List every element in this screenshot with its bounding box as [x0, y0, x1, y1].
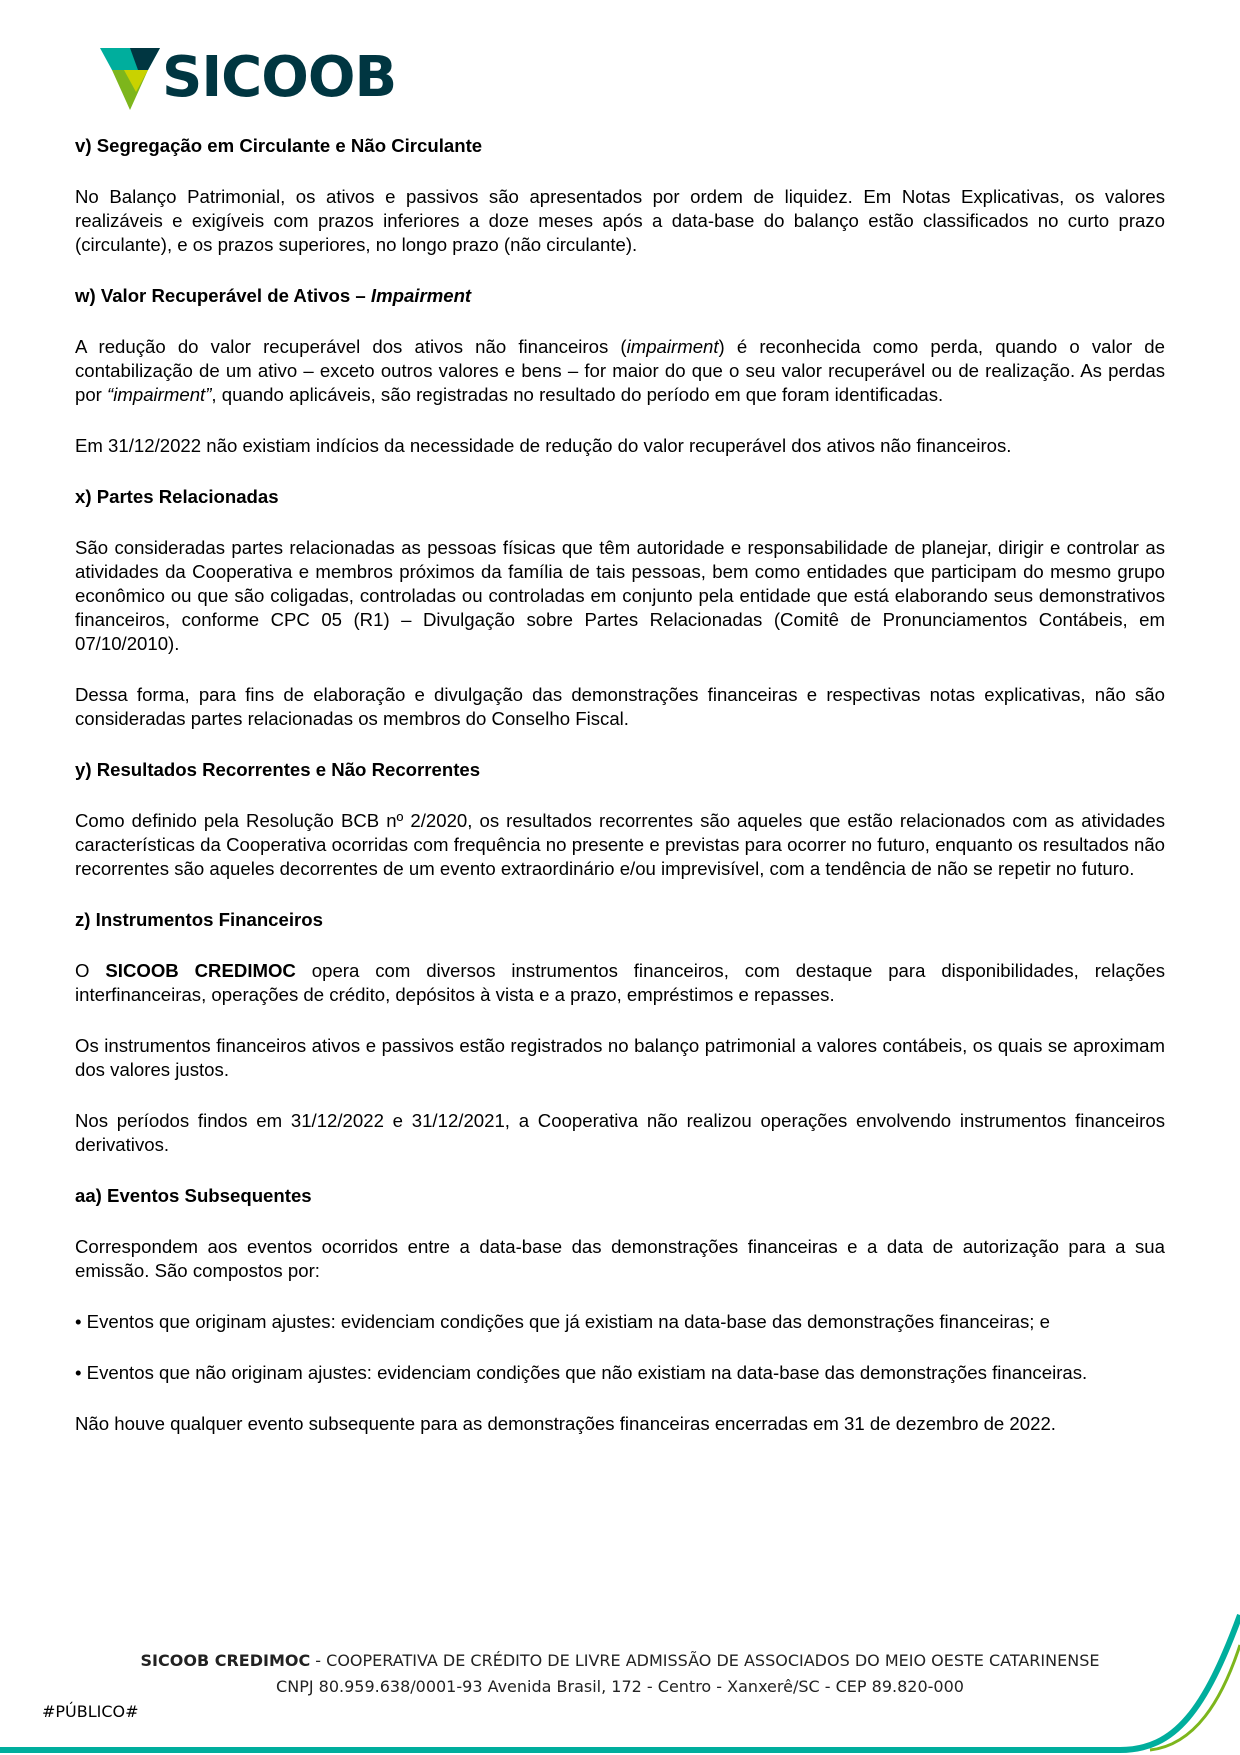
paragraph: No Balanço Patrimonial, os ativos e passivos são apresentados por ordem de liquidez. Em Notas Explicativas, os valores realizáveis e exigíveis com prazos inferiores a doze meses após a data-base do balanço estão classificados no curto prazo (circulante), e os prazos superiores, no longo prazo (não circulante). — [75, 186, 1165, 255]
paragraph: Não houve qualquer evento subsequente para as demonstrações financeiras encerradas em 31 de dezembro de 2022. — [75, 1413, 1056, 1434]
paragraph: Nos períodos findos em 31/12/2022 e 31/12/2021, a Cooperativa não realizou operações envolvendo instrumentos financeiros derivativos. — [75, 1110, 1165, 1155]
section-title-aa: aa) Eventos Subsequentes — [75, 1185, 312, 1206]
paragraph: O SICOOB CREDIMOC opera com diversos instrumentos financeiros, com destaque para disponibilidades, relações interfinanceiras, operações de crédito, depósitos à vista e a prazo, empréstimos e repasses. — [75, 960, 1166, 1005]
section-title-w: w) Valor Recuperável de Ativos – Impairment — [75, 285, 472, 306]
footer — [0, 1648, 1240, 1700]
footer-line-2: CNPJ 80.959.638/0001-93 Avenida Brasil, 172 - Centro - Xanxerê/SC - CEP 89.820-000 — [276, 1677, 964, 1696]
bullet-item: • Eventos que originam ajustes: evidenciam condições que já existiam na data-base das demonstrações financeiras; e — [75, 1311, 1050, 1332]
sicoob-logo — [100, 45, 397, 114]
paragraph: São consideradas partes relacionadas as pessoas físicas que têm autoridade e responsabilidade de planejar, dirigir e controlar as atividades da Cooperativa e membros próximos da família de tais pessoas, bem como entidades que participam do mesmo grupo econômico ou que são coligadas, controladas ou controladas em conjunto pela entidade que está elaborando seus demonstrativos financeiros, conforme CPC 05 (R1) – Divulgação sobre Partes Relacionadas (Comitê de Pronunciamentos Contábeis, em 07/10/2010). — [75, 537, 1165, 654]
footer-line-1: SICOOB CREDIMOC - COOPERATIVA DE CRÉDITO DE LIVRE ADMISSÃO DE ASSOCIADOS DO MEIO OESTE CATARINENSE — [140, 1651, 1100, 1670]
paragraph: Correspondem aos eventos ocorridos entre a data-base das demonstrações financeiras e a data de autorização para a sua emissão. São compostos por: — [75, 1236, 1165, 1281]
logo-text: SICOOB — [162, 45, 397, 110]
sicoob-mark-icon — [100, 48, 160, 110]
paragraph: A redução do valor recuperável dos ativos não financeiros (impairment) é reconhecida como perda, quando o valor de contabilização de um ativo – exceto outros valores e bens – for maior do que o seu valor recuperável ou de realização. As perdas por “impairment”, quando aplicáveis, são registradas no resultado do período em que foram identificadas. — [75, 336, 1165, 405]
section-title-v: v) Segregação em Circulante e Não Circulante — [75, 135, 483, 156]
paragraph: Em 31/12/2022 não existiam indícios da necessidade de redução do valor recuperável dos ativos não financeiros. — [75, 435, 1012, 456]
section-title-y: y) Resultados Recorrentes e Não Recorrentes — [75, 759, 481, 780]
public-classification-tag: #PÚBLICO# — [42, 1702, 139, 1721]
paragraph: Como definido pela Resolução BCB nº 2/2020, os resultados recorrentes são aqueles que estão relacionados com as atividades características da Cooperativa ocorridas com frequência no presente e previstas para ocorrer no futuro, enquanto os resultados não recorrentes são aqueles decorrentes de um evento extraordinário e/ou imprevisível, com a tendência de não se repetir no futuro. — [75, 810, 1165, 879]
paragraph: Os instrumentos financeiros ativos e passivos estão registrados no balanço patrimonial a valores contábeis, os quais se aproximam dos valores justos. — [75, 1035, 1165, 1080]
section-title-z: z) Instrumentos Financeiros — [75, 909, 323, 930]
bullet-item: • Eventos que não originam ajustes: evidenciam condições que não existiam na data-base das demonstrações financeiras. — [75, 1362, 1088, 1383]
paragraph: Dessa forma, para fins de elaboração e divulgação das demonstrações financeiras e respectivas notas explicativas, não são consideradas partes relacionadas os membros do Conselho Fiscal. — [75, 684, 1165, 729]
document-body — [75, 134, 1165, 1436]
section-title-x: x) Partes Relacionadas — [75, 486, 279, 507]
